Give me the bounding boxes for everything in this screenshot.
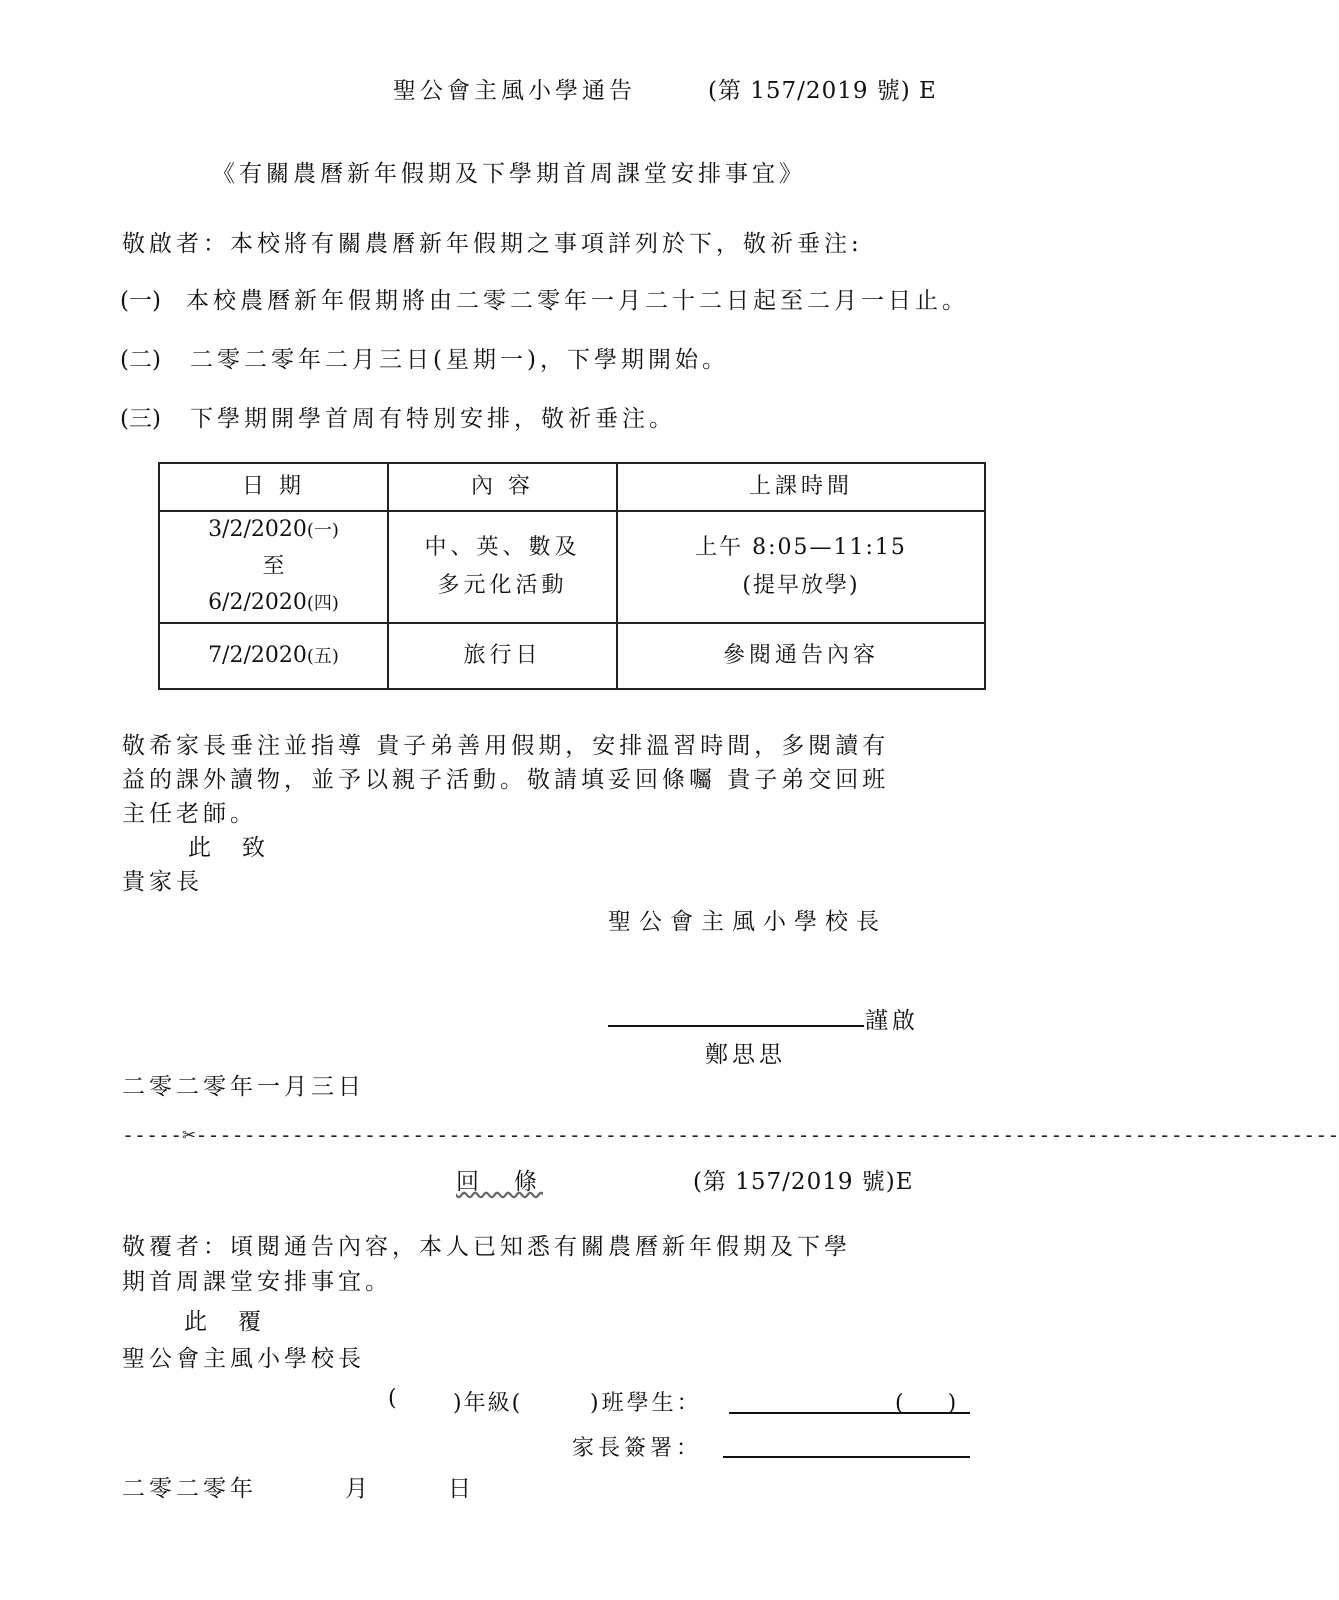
greeting: 敬啟者：本校將有關農曆新年假期之事項詳列於下，敬祈垂注: — [122, 231, 863, 257]
item-3-number: (三) — [120, 406, 161, 432]
reply-title: 回 條 — [456, 1169, 543, 1195]
item-1-text: 本校農曆新年假期將由二零二零年一月二十二日起至二月一日止。 — [186, 288, 969, 314]
recipient: 貴家長 — [122, 869, 203, 895]
class-student-label: )班學生： — [590, 1391, 702, 1416]
cut-dashes-left: ----- — [122, 1123, 183, 1147]
parent-signature-field[interactable] — [723, 1456, 970, 1458]
table-row — [159, 511, 985, 623]
item-3-text: 下學期開學首周有特別安排，敬祈垂注。 — [190, 406, 676, 432]
reply-body-line1: 敬覆者：頃閱通告內容，本人已知悉有關農曆新年假期及下學 — [122, 1234, 851, 1260]
ci-fu: 此 覆 — [184, 1309, 265, 1335]
row2-date-day: (五) — [306, 645, 339, 667]
reply-addressee: 聖公會主風小學校長 — [122, 1346, 365, 1372]
row1-date-cell — [159, 511, 388, 623]
closing-paragraph-line2: 益的課外讀物，並予以親子活動。敬請填妥回條囑 貴子弟交回班 — [122, 767, 890, 793]
row2-time-cell: 參閱通告內容 — [617, 623, 985, 689]
row1-date-start-day: (一) — [306, 520, 339, 541]
ci-zhi: 此 致 — [188, 835, 269, 861]
item-2-number: (二) — [120, 347, 161, 373]
row1-content-line2: 多元化活動 — [437, 573, 568, 598]
header-time: 上課時間 — [617, 463, 985, 511]
reply-date-year: 二零二零年 — [122, 1476, 257, 1502]
signature-line — [608, 1025, 864, 1027]
notice-date: 二零二零年一月三日 — [122, 1074, 365, 1100]
header-date: 日 期 — [159, 463, 388, 511]
school-notice-title: 聖公會主風小學通告 — [393, 78, 636, 104]
row1-time-line2: (提早放學) — [742, 573, 860, 598]
row1-date-end: 6/2/2020 — [208, 590, 307, 615]
parent-signature-label: 家長簽署： — [572, 1436, 703, 1461]
cut-dashes-right: ----------------------------------------------------------------------------------------------- — [195, 1123, 1339, 1147]
item-2-text: 二零二零年二月三日(星期一)，下學期開始。 — [190, 347, 729, 373]
schedule-table — [158, 462, 986, 690]
row1-time-line1: 上午 8:05—11:15 — [695, 535, 907, 560]
header-content: 內 容 — [388, 463, 617, 511]
class-number-field[interactable]: ( ) — [895, 1391, 957, 1416]
cut-line — [122, 1123, 1339, 1148]
signer-title: 聖公會主風小學校長 — [608, 909, 887, 935]
signer-name: 鄭思思 — [705, 1042, 786, 1068]
row1-content-cell — [388, 511, 617, 623]
reply-date-month: 月 — [345, 1476, 368, 1502]
table-row — [159, 623, 985, 689]
scissors-icon: ✂ — [182, 1123, 196, 1148]
jin-qi: 謹啟 — [865, 1008, 919, 1034]
reply-body-line2: 期首周課堂安排事宜。 — [122, 1269, 392, 1295]
reply-notice-number: (第 157/2019 號)E — [693, 1169, 914, 1195]
item-1-number: (一) — [120, 288, 161, 314]
row1-content-line1: 中、英、數及 — [424, 535, 581, 560]
reply-date-day: 日 — [448, 1476, 471, 1502]
notice-subject: 《有關農曆新年假期及下學期首周課堂安排事宜》 — [212, 161, 806, 187]
row2-date-cell — [159, 623, 388, 689]
row2-date: 7/2/2020 — [208, 642, 307, 668]
row1-date-end-day: (四) — [306, 593, 339, 614]
table-header-row — [159, 463, 985, 511]
row1-time-cell — [617, 511, 985, 623]
grade-label: )年級( — [453, 1391, 523, 1416]
closing-paragraph-line3: 主任老師。 — [122, 801, 257, 827]
notice-number: (第 157/2019 號) E — [708, 78, 937, 104]
row1-date-start: 3/2/2020 — [208, 517, 307, 542]
row1-date-to: 至 — [262, 554, 285, 579]
closing-paragraph-line1: 敬希家長垂注並指導 貴子弟善用假期，安排溫習時間，多閱讀有 — [122, 733, 890, 759]
row2-content-cell: 旅行日 — [388, 623, 617, 689]
grade-open-paren: ( — [388, 1386, 397, 1411]
